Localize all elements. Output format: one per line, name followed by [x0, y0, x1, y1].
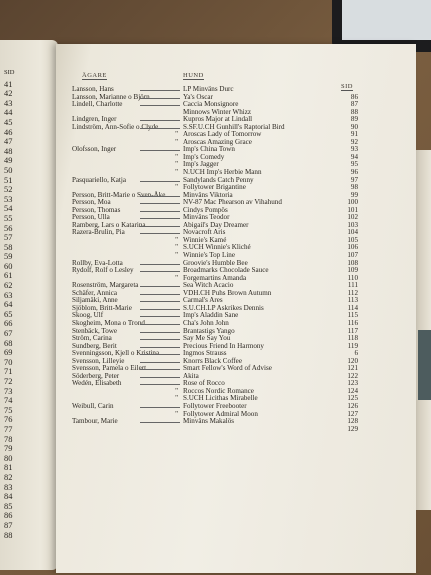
page-number: 110	[347, 273, 358, 282]
dog-name: Roccos Nordic Romance	[183, 386, 254, 395]
owner-name: Lindell, Charlotte	[72, 100, 123, 109]
page-number: 90	[350, 122, 358, 131]
leader-line	[140, 362, 180, 363]
left-sid-number: 75	[4, 405, 13, 415]
leader-line	[140, 286, 180, 287]
list-item	[0, 243, 431, 251]
left-sid-number: 87	[4, 520, 13, 530]
dog-name: Aroscas Lady of Tomorrow	[183, 130, 262, 139]
leader-line	[140, 294, 180, 295]
left-sid-number: 50	[4, 165, 13, 175]
list-item	[0, 379, 431, 387]
owner-name: "	[175, 168, 178, 177]
list-item	[0, 417, 431, 425]
left-sid-number: 58	[4, 242, 13, 252]
leader-line	[140, 90, 180, 91]
left-sid-number: 63	[4, 290, 13, 300]
left-sid-number: 79	[4, 444, 13, 454]
leader-line	[140, 324, 180, 325]
dog-name: NV-87 Mac Phearson av Vihahund	[183, 198, 282, 207]
page-number: 117	[347, 326, 358, 335]
owner-name: Persson, Moa	[72, 198, 111, 207]
left-sid-number: 42	[4, 89, 13, 99]
list-item	[0, 145, 431, 153]
leader-line	[140, 120, 180, 121]
dog-name: Imp's Comedy	[183, 152, 225, 161]
left-sid-number: 52	[4, 185, 13, 195]
left-sid-number: 66	[4, 319, 13, 329]
list-item	[0, 93, 431, 101]
list-item	[0, 176, 431, 184]
page-number: 116	[347, 318, 358, 327]
owner-name: "	[175, 273, 178, 282]
owner-name: Wedén, Elisabeth	[72, 379, 122, 388]
leader-line	[140, 316, 180, 317]
leader-line	[140, 377, 180, 378]
left-sid-number: 85	[4, 501, 13, 511]
list-item	[0, 206, 431, 214]
page-number: 102	[347, 213, 358, 222]
left-sid-number: 76	[4, 415, 13, 425]
leader-line	[140, 211, 180, 212]
left-sid-number: 82	[4, 472, 13, 482]
dog-name: Akita	[183, 371, 199, 380]
left-sid-number: 62	[4, 281, 13, 291]
page-number: 115	[347, 311, 358, 320]
dog-name: Caccia Monsignore	[183, 100, 239, 109]
entry-list	[0, 85, 431, 432]
owner-name: Skogheim, Mona o Trond	[72, 318, 145, 327]
page-number: 91	[350, 130, 358, 139]
page-number: 104	[347, 228, 358, 237]
leader-line	[140, 422, 180, 423]
left-sid-number: 46	[4, 127, 13, 137]
list-item	[0, 281, 431, 289]
list-item	[0, 183, 431, 191]
dog-name: S.U.CH.LP Askrikes Dennis	[183, 303, 264, 312]
list-item	[0, 266, 431, 274]
page-number: 98	[350, 183, 358, 192]
dog-name: Broadmarks Chocolade Sauce	[183, 266, 269, 275]
dog-name: S.SF.U.CH Gunhill's Raptorial Bird	[183, 122, 285, 131]
list-item	[0, 198, 431, 206]
page-number: 126	[347, 401, 358, 410]
dog-name: Follytower Freebooter	[183, 401, 247, 410]
page-number: 92	[350, 137, 358, 146]
dog-name: Imp's Aladdin Sane	[183, 311, 239, 320]
page-number: 103	[347, 220, 358, 229]
owner-name: Stenbäck, Towe	[72, 326, 118, 335]
owner-name: "	[175, 137, 178, 146]
left-sid-number: 60	[4, 261, 13, 271]
page-number: 86	[350, 92, 358, 101]
left-sid-number: 59	[4, 252, 13, 262]
dog-name: Abigail's Day Dreamer	[183, 220, 249, 229]
list-item	[0, 357, 431, 365]
page-number: 100	[347, 198, 358, 207]
page-number: 124	[347, 386, 358, 395]
owner-name: Lansson, Marianne o Björn	[72, 92, 150, 101]
left-sid-number: 64	[4, 300, 13, 310]
owner-name: Rollby, Eva-Lotta	[72, 258, 123, 267]
page-number: 89	[350, 115, 358, 124]
dog-name: S.UCH Winnie's Kliché	[183, 243, 251, 252]
left-sid-number: 43	[4, 98, 13, 108]
dog-name: Kupros Major at Lindall	[183, 115, 253, 124]
page-number: 95	[350, 160, 358, 169]
list-item	[0, 334, 431, 342]
dog-name: Brantastigs Yango	[183, 326, 235, 335]
dog-name: Minväns Viktoria	[183, 190, 233, 199]
owner-name: "	[175, 235, 178, 244]
page-number: 111	[347, 281, 358, 290]
owner-name: Sundberg, Berit	[72, 341, 117, 350]
list-item	[0, 100, 431, 108]
page-number: 125	[347, 394, 358, 403]
page-number: 96	[350, 168, 358, 177]
dog-name: Minväns Teodor	[183, 213, 230, 222]
list-item	[0, 213, 431, 221]
dog-name: Knorrs Black Coffee	[183, 356, 242, 365]
owner-name: Ramberg, Lars o Katarina	[72, 220, 146, 229]
page-number: 108	[347, 258, 358, 267]
owner-name: "	[175, 409, 178, 418]
left-sid-number: 65	[4, 309, 13, 319]
list-item	[0, 394, 431, 402]
leader-line	[140, 218, 180, 219]
owner-name: "	[175, 243, 178, 252]
owner-name: Schäfer, Annica	[72, 288, 118, 297]
list-item	[0, 123, 431, 131]
page-number: 122	[347, 371, 358, 380]
page-number: 112	[347, 288, 358, 297]
leader-line	[140, 369, 180, 370]
owner-name: "	[175, 386, 178, 395]
list-item	[0, 349, 431, 357]
left-sid-number: 80	[4, 453, 13, 463]
page-number: 109	[347, 266, 358, 275]
page-number: 129	[347, 424, 358, 433]
leader-line	[140, 339, 180, 340]
dog-name: Follytower Admiral Moon	[183, 409, 258, 418]
list-item	[0, 165, 431, 177]
list-item	[0, 425, 431, 433]
list-item	[0, 274, 431, 282]
dog-name: Minväns Makalös	[183, 417, 235, 426]
list-item	[0, 327, 431, 335]
left-sid-number: 53	[4, 194, 13, 204]
owner-name: Weibull, Carin	[72, 401, 114, 410]
owner-name: Pasquariello, Katja	[72, 175, 126, 184]
list-item	[0, 251, 431, 259]
owner-name: "	[175, 183, 178, 192]
page-number: 127	[347, 409, 358, 418]
leader-line	[140, 347, 180, 348]
leader-line	[140, 98, 180, 99]
dog-name: Groovie's Humble Bee	[183, 258, 248, 267]
left-sid-number: 77	[4, 424, 13, 434]
owner-name: Persson, Britt-Marie o Sven-Åke	[72, 190, 166, 199]
list-item	[0, 342, 431, 350]
dog-name: Minnows Winter Whizz	[183, 107, 252, 116]
list-item	[0, 153, 431, 161]
leader-line	[140, 181, 180, 182]
dog-name: Cindys Pompös	[183, 205, 228, 214]
leader-line	[140, 407, 180, 408]
page-number: 105	[347, 235, 358, 244]
leader-line	[140, 271, 180, 272]
left-sid-number: 78	[4, 434, 13, 444]
owner-name: Persson, Ulla	[72, 213, 110, 222]
list-item	[0, 228, 431, 236]
owner-name: Skoog, Ulf	[72, 311, 104, 320]
page-number: 87	[350, 100, 358, 109]
left-sid-number: 84	[4, 492, 13, 502]
list-item	[0, 402, 431, 410]
dog-name: Precious Friend In Harmony	[183, 341, 264, 350]
list-item	[0, 108, 431, 116]
page-number: 106	[347, 243, 358, 252]
left-sid-number: 74	[4, 396, 13, 406]
header-owner: ÄGARE	[82, 72, 107, 79]
left-sid-number: 83	[4, 482, 13, 492]
dog-name: Ya's Oscar	[183, 92, 213, 101]
page-number: 99	[350, 190, 358, 199]
page-number: 88	[350, 107, 358, 116]
left-sid-number: 68	[4, 338, 13, 348]
page-number: 94	[350, 152, 358, 161]
dog-name: Cha's John John	[183, 318, 229, 327]
leader-line	[140, 309, 180, 310]
header-dog: HUND	[183, 72, 204, 79]
dog-name: Novacroft Aris	[183, 228, 226, 237]
list-item	[0, 160, 431, 168]
dog-name: Aroscas Amazing Grace	[183, 137, 252, 146]
left-sid-number: 49	[4, 156, 13, 166]
left-sid-number: 81	[4, 463, 13, 473]
owner-name: Ström, Carina	[72, 334, 112, 343]
left-sid-header: SID	[4, 69, 15, 76]
left-sid-number: 51	[4, 175, 13, 185]
list-item	[0, 127, 431, 139]
owner-name: Lansson, Hans	[72, 85, 114, 93]
leader-line	[140, 203, 180, 204]
dog-name: S.UCH Licithas Mirabelle	[183, 394, 258, 403]
owner-name: Lindström, Ann-Sofie o Clyde	[72, 122, 159, 131]
owner-name: Sjöblom, Britt-Marie	[72, 303, 132, 312]
owner-name: Rosenström, Margareta	[72, 281, 139, 290]
owner-name: "	[175, 152, 178, 161]
list-item	[0, 115, 431, 123]
list-item	[0, 387, 431, 395]
left-sid-number: 61	[4, 271, 13, 281]
left-sid-number: 67	[4, 329, 13, 339]
leader-line	[140, 226, 180, 227]
page-number: 97	[350, 175, 358, 184]
page-number: 107	[347, 251, 358, 260]
page-number: 121	[347, 364, 358, 373]
list-item	[0, 191, 431, 199]
dog-name: Sea Witch Acacio	[183, 281, 234, 290]
owner-name: Tambour, Marie	[72, 417, 118, 426]
dog-name: Smart Fellow's Word of Advise	[183, 364, 272, 373]
left-sid-number: 57	[4, 233, 13, 243]
left-sid-number: 71	[4, 367, 13, 377]
dog-name: Rose of Rocco	[183, 379, 225, 388]
dog-name: Follytower Brigantine	[183, 183, 246, 192]
list-item	[0, 296, 431, 304]
leader-line	[140, 196, 180, 197]
page-number: 6	[354, 349, 358, 358]
dog-name: VDH.CH Puhs Brown Autumn	[183, 288, 272, 297]
dog-name: Ingmos Strauss	[183, 349, 227, 358]
list-item	[0, 236, 431, 244]
leader-line	[140, 233, 180, 234]
list-item	[0, 138, 431, 146]
list-item	[0, 364, 431, 372]
left-sid-number: 48	[4, 146, 13, 156]
page-number: 120	[347, 356, 358, 365]
list-item	[0, 311, 431, 319]
dog-name: Winnie's Top Line	[183, 251, 235, 260]
page-number: 119	[347, 341, 358, 350]
page-number: 118	[347, 334, 358, 343]
left-sid-number: 47	[4, 137, 13, 147]
page-number: 101	[347, 205, 358, 214]
left-sid-number: 54	[4, 204, 13, 214]
left-sid-number: 72	[4, 377, 13, 386]
list-item	[0, 372, 431, 380]
leader-line	[140, 354, 180, 355]
list-item	[0, 85, 431, 93]
owner-name: Siljamäki, Anne	[72, 296, 118, 305]
left-sid-number: 73	[4, 386, 13, 396]
list-item	[0, 319, 431, 327]
dog-name: Imp's China Town	[183, 145, 235, 154]
list-item	[0, 304, 431, 312]
tablet-screen	[342, 0, 431, 40]
owner-name: Razera-Brulin, Pia	[72, 228, 125, 237]
left-sid-number: 70	[4, 357, 13, 367]
leader-line	[140, 105, 180, 106]
dog-name: Winnie's Kamé	[183, 235, 227, 244]
page-number: 93	[350, 145, 358, 154]
list-item	[0, 221, 431, 229]
dog-name: Say Me Say You	[183, 334, 231, 343]
dog-name: Imp's Jagger	[183, 160, 219, 169]
page-number: 123	[347, 379, 358, 388]
left-sid-number: 56	[4, 223, 13, 233]
owner-name: "	[175, 130, 178, 139]
dog-name: N.UCH Imp's Herbie Mann	[183, 168, 262, 177]
leader-line	[140, 384, 180, 385]
leader-line	[140, 301, 180, 302]
header-sid: SID	[341, 83, 353, 90]
dog-name: Forgemartins Amanda	[183, 273, 247, 282]
owner-name: Söderberg, Peter	[72, 371, 120, 380]
leader-line	[140, 264, 180, 265]
left-sid-number: 86	[4, 511, 13, 521]
owner-name: Persson, Thomas	[72, 205, 121, 214]
left-sid-number: 88	[4, 530, 13, 540]
list-item	[0, 289, 431, 297]
dog-name: Carmal's Ares	[183, 296, 223, 305]
dog-name: Sandylands Catch Penny	[183, 175, 254, 184]
owner-name: Svenningsson, Kjell o Kristina	[72, 349, 160, 358]
owner-name: "	[175, 251, 178, 260]
list-item	[0, 259, 431, 267]
leader-line	[140, 332, 180, 333]
left-sid-number: 45	[4, 117, 13, 127]
owner-name: "	[175, 394, 178, 403]
owner-name: Lindgren, Inger	[72, 115, 117, 124]
page-number: 113	[347, 296, 358, 305]
left-sid-number: 41	[4, 79, 13, 89]
owner-name: Rydolf, Rolf o Lesley	[72, 266, 134, 275]
left-sid-number: 69	[4, 348, 13, 358]
page-number: 114	[347, 303, 358, 312]
owner-name: Olofsson, Inger	[72, 145, 117, 154]
leader-line	[140, 150, 180, 151]
left-sid-number: 44	[4, 108, 13, 118]
owner-name: "	[175, 160, 178, 169]
page-number: 128	[347, 417, 358, 426]
left-sid-number: 55	[4, 213, 13, 223]
leader-line	[140, 128, 180, 129]
dog-name: LP Minväns Durc	[183, 85, 234, 93]
owner-name: Svensson, Lilleyie	[72, 356, 125, 365]
owner-name: Svensson, Pamela o Eilert	[72, 364, 147, 373]
list-item	[0, 410, 431, 418]
